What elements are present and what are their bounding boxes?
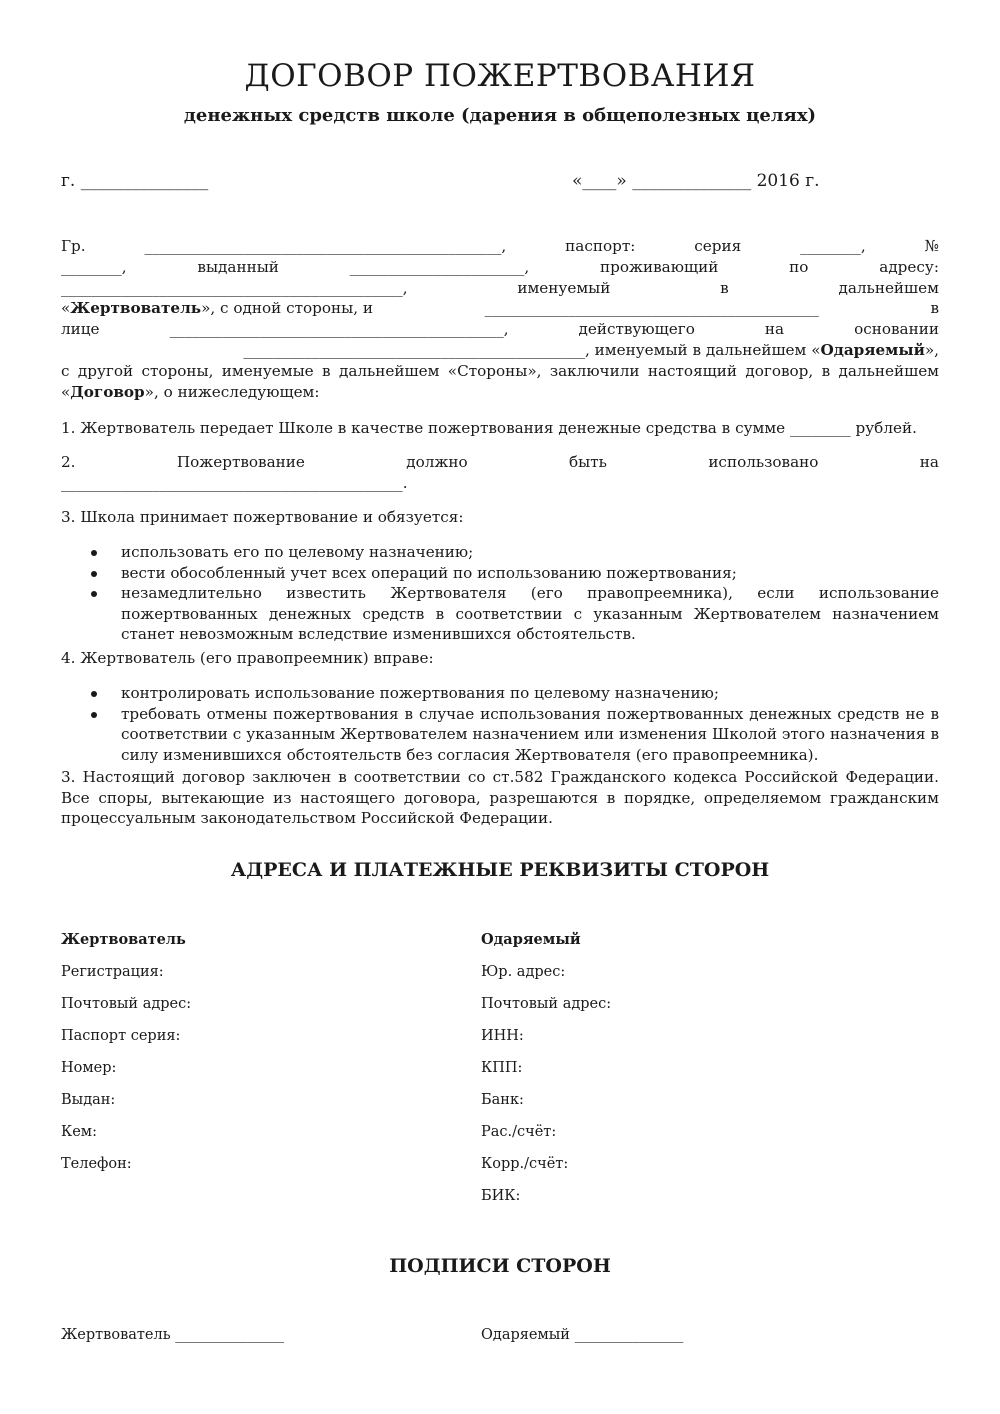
- donor-intro: «Жертвователь», с одной стороны, и: [61, 299, 373, 317]
- parties-line-8: «Договор», о нижеследующем:: [61, 383, 320, 401]
- clause-text: использовано: [708, 453, 819, 471]
- recipient-field-bik: БИК:: [481, 1188, 521, 1204]
- clause-2-line-2: _____________________________________________.: [61, 474, 408, 492]
- clause-text: 2.: [61, 453, 76, 471]
- party-text: _______________________,: [349, 258, 530, 276]
- party-text: _______________________________________________,: [144, 237, 507, 255]
- party-text: адресу:: [879, 258, 939, 276]
- parties-line-4: [61, 298, 939, 319]
- clause-3-intro: 3. Школа принимает пожертвование и обязуется:: [61, 508, 464, 526]
- party-text: по: [789, 258, 809, 276]
- recipient-column-title: Одаряемый: [481, 931, 581, 948]
- recipient-field-account: Рас./счёт:: [481, 1124, 557, 1140]
- party-text: выданный: [197, 258, 279, 276]
- document-title: ДОГОВОР ПОЖЕРТВОВАНИЯ: [244, 58, 756, 94]
- donor-signature-line: Жертвователь _______________: [61, 1327, 284, 1343]
- bullet-icon: [91, 712, 97, 718]
- donor-field-issued: Выдан:: [61, 1092, 116, 1108]
- recipient-signature-line: Одаряемый _______________: [481, 1327, 684, 1343]
- parties-line-7: [61, 361, 939, 382]
- recipient-field-corr-account: Корр./счёт:: [481, 1156, 569, 1172]
- list-item: незамедлительно известить Жертвователя (его правопреемника), если использование пожертвованных денежных средств в соответствии с указанным Жертвователем назначением станет невозможным вследствие изменившихся обстоятельств.: [91, 583, 939, 645]
- party-text: основании: [854, 320, 939, 338]
- recipient-field-kpp: КПП:: [481, 1060, 523, 1076]
- bullet-icon: [91, 591, 97, 597]
- clause-text: быть: [569, 453, 607, 471]
- bullet-icon: [91, 691, 97, 697]
- party-text: в: [720, 279, 729, 297]
- list-item: контролировать использование пожертвования по целевому назначению;: [91, 683, 939, 704]
- party-text: _____________________________________________, именуемый в дальнейшем «: [243, 341, 821, 359]
- donor-term: Жертвователь: [70, 299, 202, 317]
- list-item: требовать отмены пожертвования в случае использования пожертвованных денежных средств не в соответствии с указанным Жертвователем назначением или изменения Школой этого назначения в силу изменившихся обстоятельств без согласия Жертвователя (его правопреемника).: [91, 704, 939, 766]
- party-text: _____________________________________________,: [61, 279, 408, 297]
- party-text: ________,: [61, 258, 127, 276]
- party-text: »,: [924, 341, 939, 359]
- parties-line-3: [61, 278, 939, 299]
- recipient-blank: ____________________________________________: [484, 299, 819, 317]
- party-text: действующего: [578, 320, 695, 338]
- bullet-icon: [91, 571, 97, 577]
- donor-field-postal: Почтовый адрес:: [61, 996, 192, 1012]
- party-text: проживающий: [600, 258, 719, 276]
- requisites-heading: АДРЕСА И ПЛАТЕЖНЫЕ РЕКВИЗИТЫ СТОРОН: [230, 859, 770, 881]
- donor-field-passport: Паспорт серия:: [61, 1028, 181, 1044]
- party-text: именуемый: [517, 279, 611, 297]
- donor-field-issuer: Кем:: [61, 1124, 97, 1140]
- recipient-field-inn: ИНН:: [481, 1028, 524, 1044]
- clause-4-list: [91, 683, 939, 765]
- donor-field-phone: Телефон:: [61, 1156, 132, 1172]
- document-subtitle: денежных средств школе (дарения в общеполезных целях): [183, 105, 817, 126]
- party-text: Гр.: [61, 237, 86, 255]
- party-text: №: [924, 237, 939, 255]
- party-text: на: [764, 320, 785, 338]
- city-field: г. _______________: [61, 171, 209, 191]
- party-text: паспорт:: [565, 237, 636, 255]
- clause-text: должно: [406, 453, 468, 471]
- donor-column-title: Жертвователь: [61, 931, 186, 948]
- clause-5: 3. Настоящий договор заключен в соответствии со ст.582 Гражданского кодекса Российской Федерации. Все споры, вытекающие из настоящего договора, разрешаются в порядке, определяемом гражданским процессуальным законодательством Российской Федерации.: [61, 768, 939, 828]
- list-item: использовать его по целевому назначению;: [91, 542, 939, 563]
- recipient-field-legal-address: Юр. адрес:: [481, 964, 566, 980]
- clause-2-line-1: [61, 452, 939, 473]
- donor-field-number: Номер:: [61, 1060, 117, 1076]
- party-text: ____________________________________________,: [169, 320, 509, 338]
- parties-line-1: [61, 236, 939, 257]
- party-text: в: [930, 299, 939, 317]
- list-item: вести обособленный учет всех операций по использованию пожертвования;: [91, 563, 939, 584]
- date-field: «____» ______________ 2016 г.: [572, 171, 820, 191]
- recipient-field-bank: Банк:: [481, 1092, 524, 1108]
- clause-1: 1. Жертвователь передает Школе в качестве пожертвования денежные средства в сумме ________ рублей.: [61, 419, 917, 437]
- signatures-heading: ПОДПИСИ СТОРОН: [389, 1255, 611, 1277]
- parties-line-5: [61, 319, 939, 340]
- parties-line-2: [61, 257, 939, 278]
- clause-4-intro: 4. Жертвователь (его правопреемник) вправе:: [61, 649, 434, 667]
- parties-line-6: [61, 340, 939, 361]
- clause-3-list: [91, 542, 939, 645]
- party-text: с другой стороны, именуемые в дальнейшем «Стороны», заключили настоящий договор, в дальнейшем: [61, 362, 939, 380]
- party-text: лице: [61, 320, 100, 338]
- party-text: дальнейшем: [838, 279, 939, 297]
- contract-term: Договор: [70, 383, 145, 401]
- bullet-icon: [91, 550, 97, 556]
- recipient-term: Одаряемый: [820, 341, 925, 359]
- clause-text: Пожертвование: [176, 453, 305, 471]
- recipient-field-postal: Почтовый адрес:: [481, 996, 612, 1012]
- party-text: ________,: [800, 237, 866, 255]
- donor-field-registration: Регистрация:: [61, 964, 164, 980]
- party-text: серия: [694, 237, 742, 255]
- clause-text: на: [919, 453, 939, 471]
- party-text: », о нижеследующем:: [144, 383, 320, 401]
